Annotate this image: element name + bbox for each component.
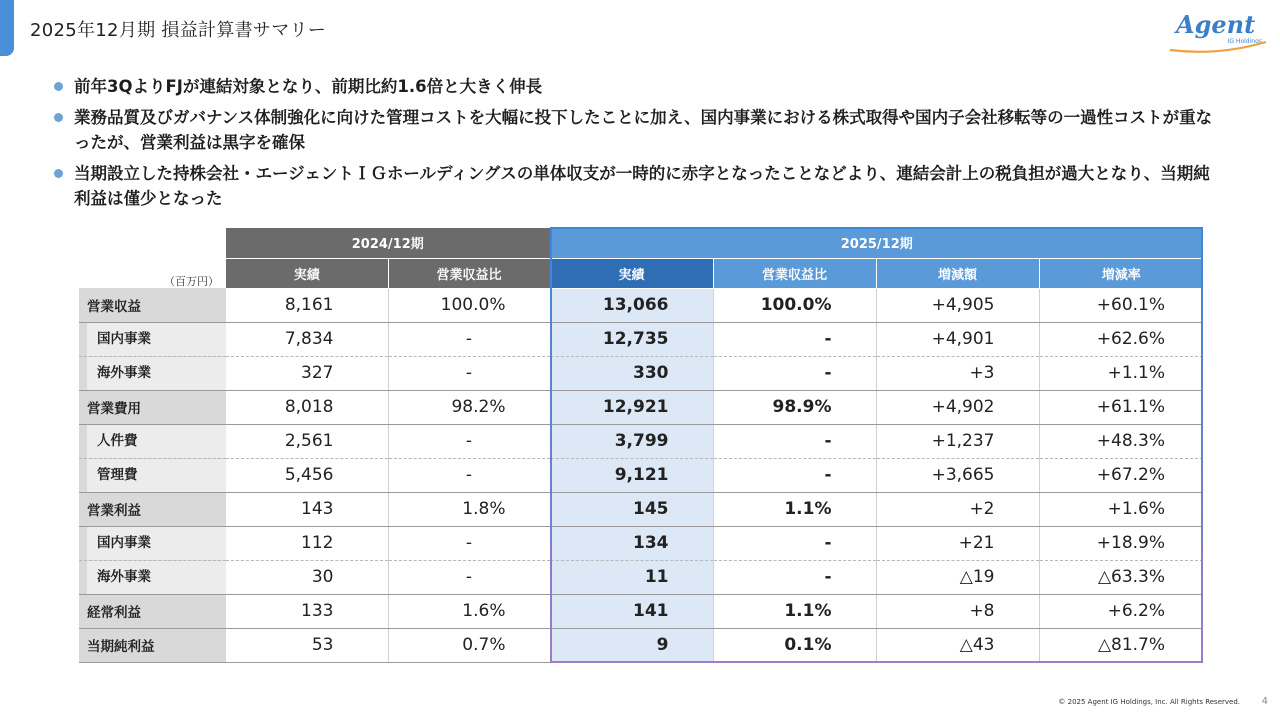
cell-cur-actual: 12,735 [550,322,713,356]
cell-prev-actual: 2,561 [226,424,388,458]
cell-prev-actual: 112 [226,526,388,560]
company-logo [1168,10,1268,54]
summary-bullets [54,74,1224,217]
header-blank [79,228,226,258]
row-label [79,526,226,560]
cell-diff: +3,665 [876,458,1039,492]
cell-prev-ratio: - [388,560,550,594]
cell-cur-ratio: - [713,526,876,560]
cell-rate: +1.1% [1039,356,1203,390]
cell-diff: △19 [876,560,1039,594]
header-blank [79,258,226,288]
page-title: 2025年12月期 損益計算書サマリー [30,20,327,41]
cell-diff: +2 [876,492,1039,526]
cell-cur-actual: 330 [550,356,713,390]
page-number: 4 [1261,696,1268,707]
bullet-text: 当期設立した持株会社・エージェントＩＧホールディングスの単体収支が一時的に赤字となったことなどより、連結会計上の税負担が過大となり、当期純利益は僅少となった [74,164,1210,208]
cell-rate: +18.9% [1039,526,1203,560]
table-header-columns [79,258,1203,288]
cell-cur-actual: 3,799 [550,424,713,458]
row-label-text: 国内事業 [87,527,226,560]
cell-rate: +62.6% [1039,322,1203,356]
unit-label: （百万円） [164,275,219,288]
cell-prev-actual: 53 [226,628,388,662]
cell-cur-ratio: 1.1% [713,594,876,628]
summary-bullet [54,105,1224,155]
cell-rate: +1.6% [1039,492,1203,526]
header-col-cur-actual: 実績 [550,258,713,288]
row-label: 営業費用 [79,390,226,424]
row-label-text: 管理費 [87,459,226,492]
cell-cur-actual: 9,121 [550,458,713,492]
cell-rate: +67.2% [1039,458,1203,492]
cell-prev-ratio: 1.8% [388,492,550,526]
row-label-text: 国内事業 [87,323,226,356]
table-row-admin [79,458,1203,492]
cell-cur-ratio: - [713,356,876,390]
cell-rate: △81.7% [1039,628,1203,662]
cell-prev-actual: 30 [226,560,388,594]
row-label [79,424,226,458]
logo-swoosh-icon [1168,40,1268,54]
table-row-overseas-profit [79,560,1203,594]
copyright-text: © 2025 Agent IG Holdings, Inc. All Rights Reserved. [1058,698,1240,706]
cell-prev-actual: 5,456 [226,458,388,492]
cell-rate: △63.3% [1039,560,1203,594]
cell-prev-ratio: 1.6% [388,594,550,628]
summary-bullet [54,74,1224,99]
summary-bullet [54,161,1224,211]
cell-cur-ratio: - [713,560,876,594]
table-header-periods [79,228,1203,258]
bullet-dot-icon [54,113,63,122]
cell-cur-ratio: - [713,458,876,492]
cell-diff: +1,237 [876,424,1039,458]
cell-prev-actual: 143 [226,492,388,526]
table-row-operating-revenue [79,288,1203,322]
cell-cur-ratio: 98.9% [713,390,876,424]
row-label [79,356,226,390]
row-label-text: 海外事業 [87,357,226,390]
cell-prev-ratio: - [388,526,550,560]
cell-prev-actual: 8,018 [226,390,388,424]
cell-cur-actual: 11 [550,560,713,594]
cell-prev-ratio: 0.7% [388,628,550,662]
row-label [79,458,226,492]
header-col-rate: 増減率 [1039,258,1203,288]
cell-diff: +8 [876,594,1039,628]
cell-rate: +60.1% [1039,288,1203,322]
row-label: 営業収益 [79,288,226,322]
table-row-net-income [79,628,1203,662]
row-label: 当期純利益 [79,628,226,662]
cell-diff: +4,901 [876,322,1039,356]
bullet-text: 前年3QよりFJが連結対象となり、前期比約1.6倍と大きく伸長 [74,77,543,96]
cell-cur-ratio: 0.1% [713,628,876,662]
row-label: 営業利益 [79,492,226,526]
cell-prev-ratio: - [388,458,550,492]
cell-prev-ratio: - [388,424,550,458]
row-label-text: 海外事業 [87,561,226,594]
logo-wordmark: Agent [1176,10,1256,39]
cell-cur-actual: 145 [550,492,713,526]
pl-summary-table [79,228,1203,663]
row-label [79,560,226,594]
cell-cur-ratio: - [713,322,876,356]
table-row-operating-expenses [79,390,1203,424]
header-period-prev: 2024/12期 [226,228,550,258]
table-row-operating-profit [79,492,1203,526]
cell-prev-actual: 7,834 [226,322,388,356]
cell-rate: +48.3% [1039,424,1203,458]
cell-rate: +61.1% [1039,390,1203,424]
cell-cur-actual: 9 [550,628,713,662]
table-row-ordinary-profit [79,594,1203,628]
bullet-dot-icon [54,82,63,91]
cell-prev-ratio: - [388,322,550,356]
table-row-domestic [79,322,1203,356]
cell-prev-actual: 8,161 [226,288,388,322]
logo-subtext: IG Holdings [1227,38,1262,45]
cell-cur-actual: 141 [550,594,713,628]
cell-prev-actual: 327 [226,356,388,390]
row-label-text: 人件費 [87,425,226,458]
bullet-dot-icon [54,169,63,178]
header-period-cur: 2025/12期 [550,228,1203,258]
table-row-overseas [79,356,1203,390]
table-row-domestic-profit [79,526,1203,560]
table-row-personnel [79,424,1203,458]
cell-prev-ratio: 98.2% [388,390,550,424]
cell-cur-ratio: - [713,424,876,458]
cell-prev-ratio: 100.0% [388,288,550,322]
cell-rate: +6.2% [1039,594,1203,628]
header-col-diff: 増減額 [876,258,1039,288]
bullet-text: 業務品質及びガバナンス体制強化に向けた管理コストを大幅に投下したことに加え、国内事業における株式取得や国内子会社移転等の一過性コストが重なったが、営業利益は黒字を確保 [74,108,1213,152]
cell-cur-actual: 12,921 [550,390,713,424]
cell-cur-actual: 134 [550,526,713,560]
header-col-prev-actual: 実績 [226,258,388,288]
cell-diff: +21 [876,526,1039,560]
row-label [79,322,226,356]
header-col-prev-ratio: 営業収益比 [388,258,550,288]
cell-diff: +4,905 [876,288,1039,322]
accent-tab [0,0,14,56]
cell-prev-actual: 133 [226,594,388,628]
cell-diff: +3 [876,356,1039,390]
cell-cur-ratio: 100.0% [713,288,876,322]
cell-prev-ratio: - [388,356,550,390]
header-col-cur-ratio: 営業収益比 [713,258,876,288]
cell-diff: +4,902 [876,390,1039,424]
cell-diff: △43 [876,628,1039,662]
row-label: 経常利益 [79,594,226,628]
cell-cur-actual: 13,066 [550,288,713,322]
cell-cur-ratio: 1.1% [713,492,876,526]
